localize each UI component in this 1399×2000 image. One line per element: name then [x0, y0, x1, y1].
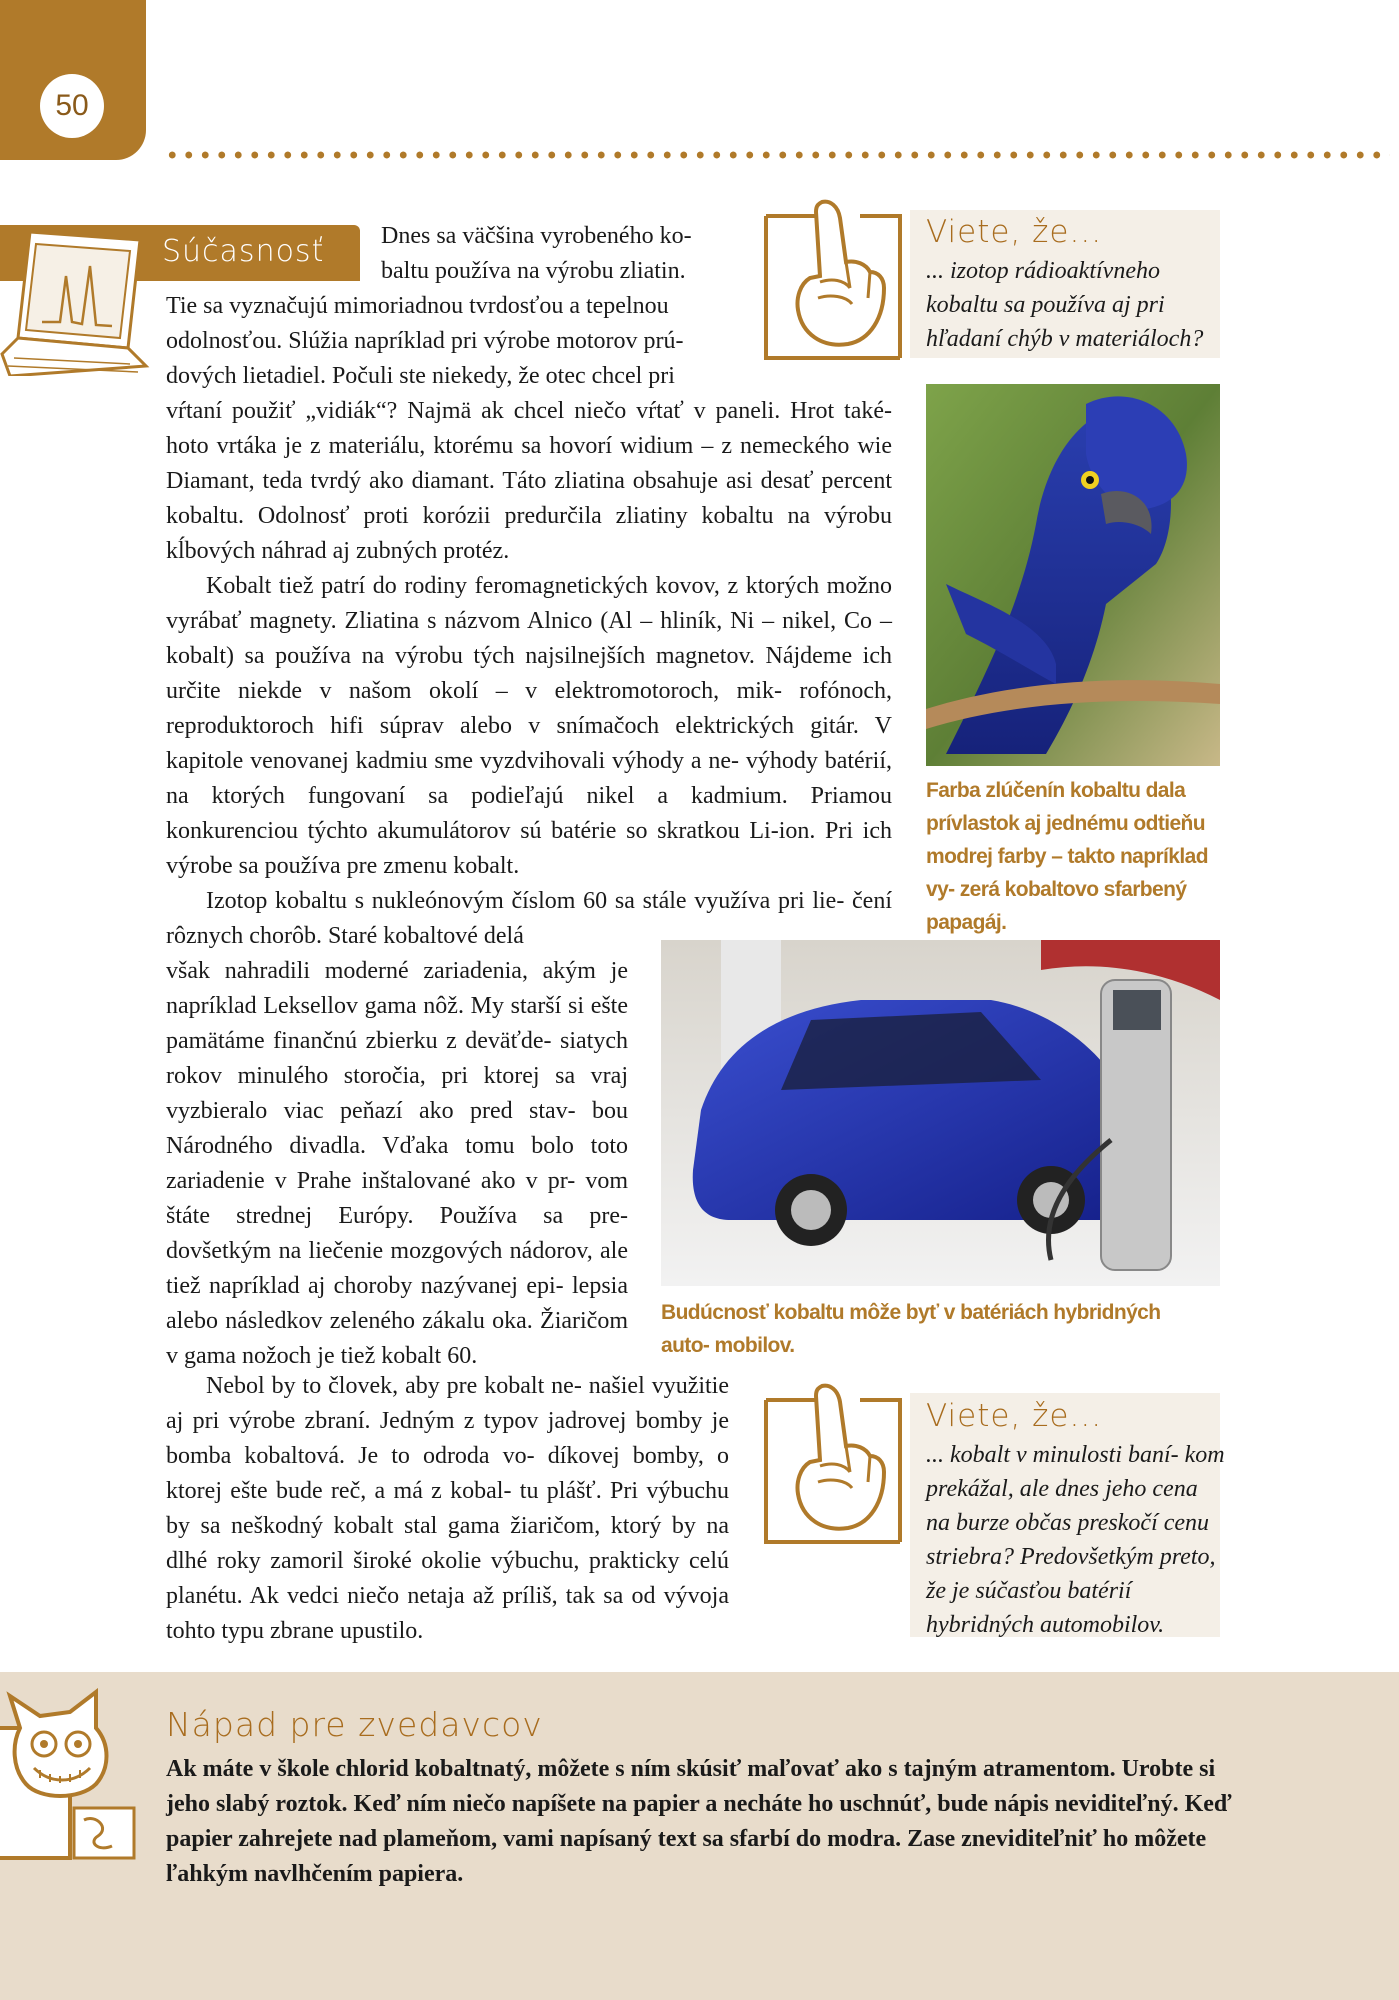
paragraph-line-3: Tie sa vyznačujú mimoriadnou tvrdosťou a tepelnou: [166, 293, 669, 319]
did-you-know-title-2: Viete, že...: [926, 1398, 1103, 1434]
did-you-know-text-2: ... kobalt v minulosti baní- kom prekážal, ale dnes jeho cena na burze občas preskočí cenu striebra? Predovšetkým preto, že je súčasťou batérií hybridných automobilov.: [926, 1442, 1225, 1638]
paragraph-3-cont: však nahradili moderné zariadenia, akým je napríklad Leksellov gama nôž. My starší si ešte pamätáme finančnú zbierku z deväťde- siatych rokov minulého storočia, pri ktorej sa vraj vyzbieralo viac peňazí ako pred stav- bou Národného divadla. Vďaka tomu bolo toto zariadenie v Prahe inštalované ako v pr- vom štáte strednej Európy. Používa sa pre- dovšetkým na liečenie mozgových nádorov, ale tiež napríklad aj choroby nazývanej epi- lepsia alebo následkov zeleného zákalu oka. Žiaričom v gama nožoch je tiež kobalt 60.: [166, 958, 628, 1369]
blue-parrot-photo: [926, 384, 1220, 766]
did-you-know-text-1: ... izotop rádioaktívneho kobaltu sa používa aj pri hľadaní chýb v materiáloch?: [926, 258, 1204, 352]
paragraph-line-4: odolnosťou. Slúžia napríklad pri výrobe motorov prú-: [166, 328, 684, 354]
paragraph-3-start: Izotop kobaltu s nukleónovým číslom 60 sa stále využíva pri lie- čení rôznych chorôb. Staré kobaltové delá: [166, 888, 892, 949]
parrot-caption: Farba zlúčenín kobaltu dala prívlastok aj jednému odtieňu modrej farby – takto napríklad vy- zerá kobaltovo sfarbený papagáj.: [926, 779, 1208, 934]
car-caption: Budúcnosť kobaltu môže byť v batériách hybridných auto- mobilov.: [661, 1301, 1161, 1357]
paragraph-1: vŕtaní použiť „vidiák“? Najmä ak chcel niečo vŕtať v paneli. Hrot také- hoto vrtáka je z materiálu, ktorému sa hovorí widium – z nemeckého wie Diamant, teda tvrdý ako diamant. Táto zliatina obsahuje asi desať percent kobaltu. Odolnosť proti korózii predurčila zliatiny kobaltu na výrobu kĺbových náhrad aj zubných protéz.: [166, 398, 892, 564]
electric-car-photo: [661, 940, 1220, 1286]
paragraph-2: Kobalt tiež patrí do rodiny feromagnetických kovov, z ktorých možno vyrábať magnety. Zliatina s názvom Alnico (Al – hliník, Ni – nikel, Co – kobalt) sa používa na výrobu tých najsilnejších magnetov. Nájdeme ich určite niekde v našom okolí – v elektromotoroch, mik- rofónoch, reproduktoroch hifi súprav alebo v snímačoch elektrických gitár. V kapitole venovanej kadmiu sme vyzdvihovali výhody a ne- výhody batérií, na ktorých fungovaní sa podieľajú nikel a kadmium. Priamou konkurenciou týchto akumulátorov sú batérie so skratkou Li-ion. Pri ich výrobe sa používa pre zmenu kobalt.: [166, 573, 892, 879]
pointing-hand-icon: [760, 1382, 910, 1547]
section-title: Súčasnosť: [162, 234, 325, 269]
page-number: 50: [40, 74, 104, 138]
did-you-know-title-1: Viete, že...: [926, 214, 1103, 250]
laptop-chart-icon: [0, 226, 150, 376]
curious-cat-icon: [0, 1688, 150, 1868]
tip-text: Ak máte v škole chlorid kobaltnatý, môžete s ním skúsiť maľovať ako s tajným atramentom. Urobte si jeho slabý roztok. Keď ním niečo napíšete na papier a necháte ho uschnúť, bude nápis neviditeľný. Keď papier zahrejete nad plameňom, vami napísaný text sa sfarbí do modra. Zase zneviditeľniť ho môžete ľahkým navlhčením papiera.: [166, 1756, 1232, 1887]
paragraph-line-1: Dnes sa väčšina vyrobeného ko-: [381, 223, 692, 249]
dotted-divider: [164, 150, 1390, 160]
pointing-hand-icon: [760, 198, 910, 363]
paragraph-line-5: dových lietadiel. Počuli ste niekedy, že otec chcel pri: [166, 363, 675, 389]
paragraph-4: Nebol by to človek, aby pre kobalt ne- našiel využitie aj pri výrobe zbraní. Jedným z typov jadrovej bomby je bomba kobaltová. Je to odroda vo- díkovej bomby, o ktorej ešte bude reč, a má z kobal- tu plášť. Pri výbuchu by sa neškodný kobalt stal gama žiaričom, ktorý by na dlhé roky zamoril široké okolie výbuchu, prakticky celú planétu. Ak vedci niečo netaja až príliš, tak sa od vývoja tohto typu zbrane upustilo.: [166, 1373, 729, 1644]
paragraph-line-2: baltu používa na výrobu zliatin.: [381, 258, 686, 284]
tip-title: Nápad pre zvedavcov: [166, 1705, 543, 1744]
